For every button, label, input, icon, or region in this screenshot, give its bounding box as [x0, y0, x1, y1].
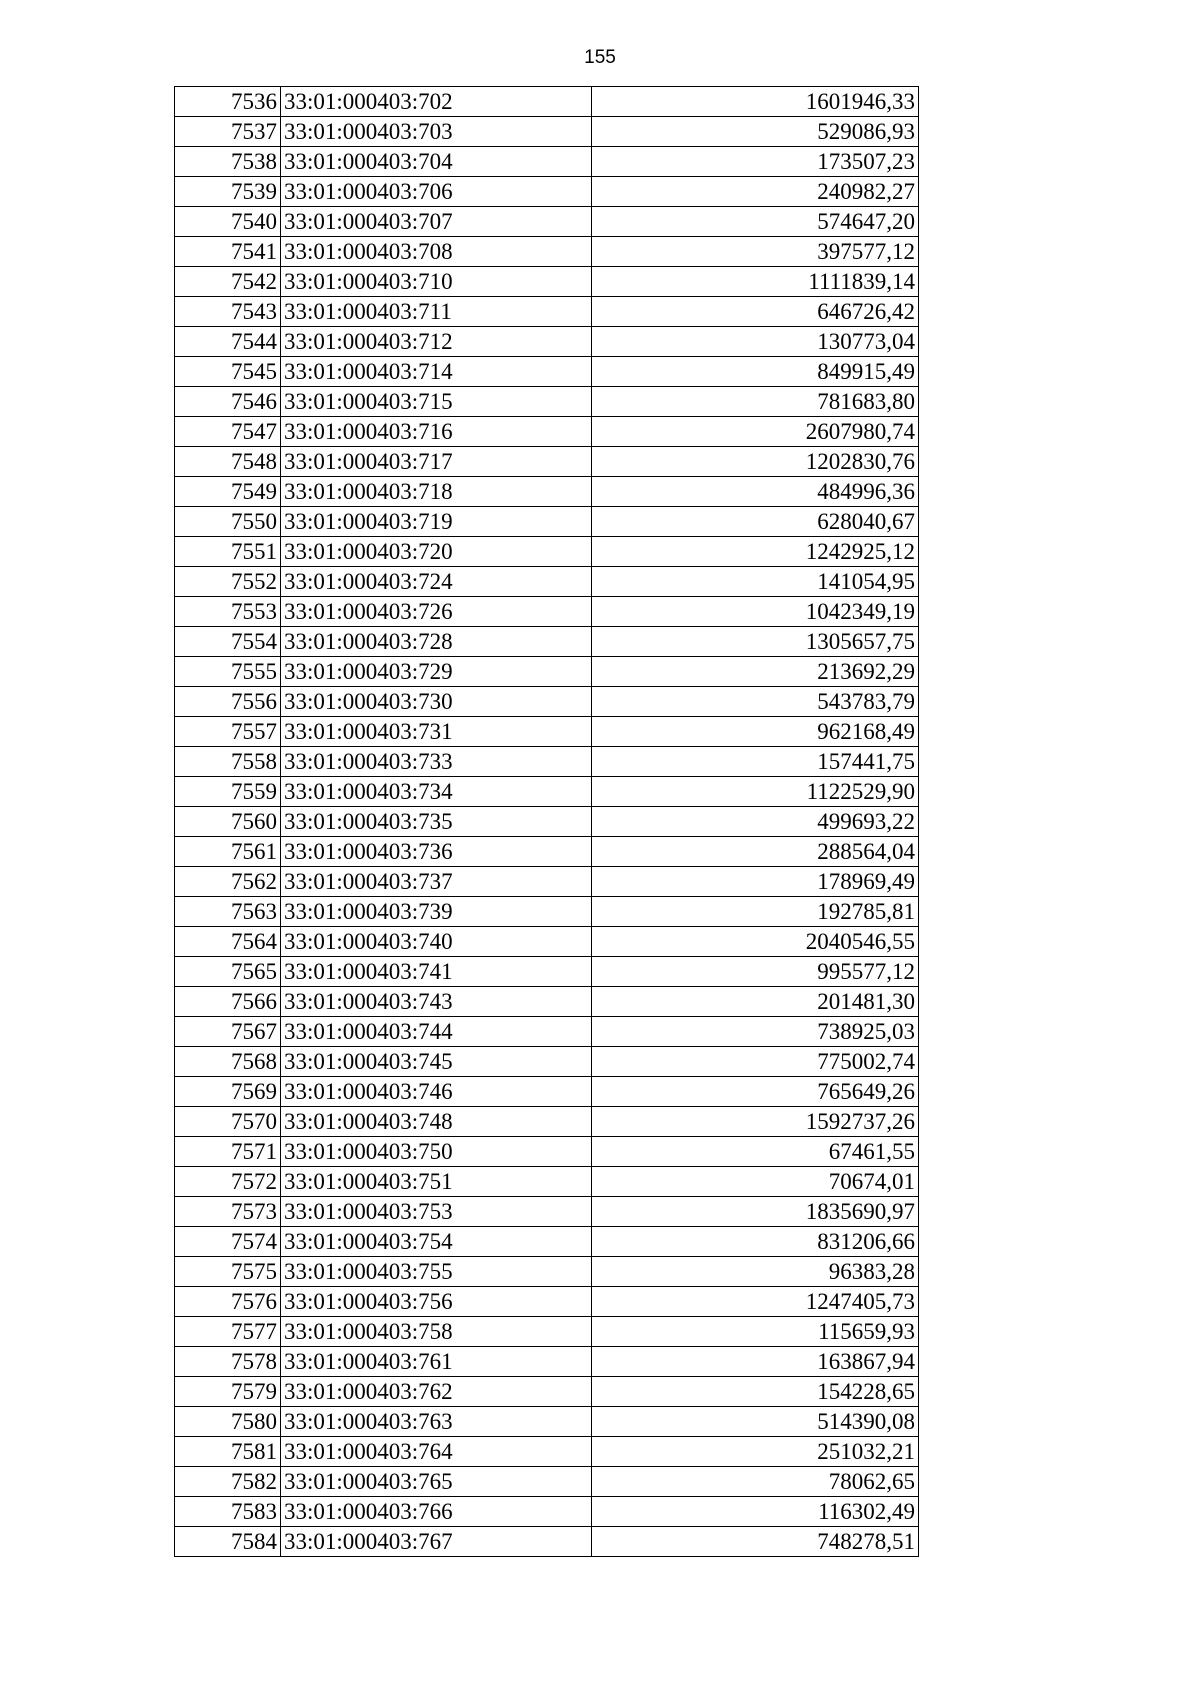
table-row: [175, 417, 919, 447]
cadastral-value-cell: 748278,51: [592, 1527, 919, 1557]
cadastral-number-cell: 33:01:000403:735: [281, 807, 592, 837]
cadastral-number-cell: 33:01:000403:734: [281, 777, 592, 807]
cadastral-value-cell: 2607980,74: [592, 417, 919, 447]
cadastral-value-cell: 1242925,12: [592, 537, 919, 567]
cadastral-number-cell: 33:01:000403:716: [281, 417, 592, 447]
table-row: [175, 1467, 919, 1497]
cadastral-value-cell: 1601946,33: [592, 87, 919, 117]
cadastral-value-cell: 201481,30: [592, 987, 919, 1017]
cadastral-value-cell: 738925,03: [592, 1017, 919, 1047]
cadastral-value-cell: 240982,27: [592, 177, 919, 207]
row-number-cell: 7553: [175, 597, 281, 627]
cadastral-number-cell: 33:01:000403:712: [281, 327, 592, 357]
row-number-cell: 7584: [175, 1527, 281, 1557]
row-number-cell: 7552: [175, 567, 281, 597]
cadastral-number-cell: 33:01:000403:761: [281, 1347, 592, 1377]
cadastral-number-cell: 33:01:000403:753: [281, 1197, 592, 1227]
cadastral-number-cell: 33:01:000403:703: [281, 117, 592, 147]
cadastral-value-cell: 154228,65: [592, 1377, 919, 1407]
row-number-cell: 7572: [175, 1167, 281, 1197]
cadastral-value-cell: 1111839,14: [592, 267, 919, 297]
cadastral-value-cell: 1592737,26: [592, 1107, 919, 1137]
row-number-cell: 7577: [175, 1317, 281, 1347]
row-number-cell: 7542: [175, 267, 281, 297]
cadastral-number-cell: 33:01:000403:763: [281, 1407, 592, 1437]
page-number: 155: [584, 47, 616, 68]
cadastral-number-cell: 33:01:000403:748: [281, 1107, 592, 1137]
table-row: [175, 1047, 919, 1077]
table-row: [175, 897, 919, 927]
row-number-cell: 7564: [175, 927, 281, 957]
cadastral-number-cell: 33:01:000403:704: [281, 147, 592, 177]
row-number-cell: 7565: [175, 957, 281, 987]
table-row: [175, 357, 919, 387]
row-number-cell: 7568: [175, 1047, 281, 1077]
row-number-cell: 7551: [175, 537, 281, 567]
cadastral-value-cell: 115659,93: [592, 1317, 919, 1347]
cadastral-value-cell: 96383,28: [592, 1257, 919, 1287]
table-row: [175, 717, 919, 747]
table-row: [175, 597, 919, 627]
row-number-cell: 7561: [175, 837, 281, 867]
cadastral-value-cell: 192785,81: [592, 897, 919, 927]
row-number-cell: 7574: [175, 1227, 281, 1257]
row-number-cell: 7536: [175, 87, 281, 117]
table-row: [175, 537, 919, 567]
cadastral-number-cell: 33:01:000403:746: [281, 1077, 592, 1107]
table-row: [175, 327, 919, 357]
row-number-cell: 7580: [175, 1407, 281, 1437]
cadastral-number-cell: 33:01:000403:755: [281, 1257, 592, 1287]
cadastral-number-cell: 33:01:000403:750: [281, 1137, 592, 1167]
row-number-cell: 7581: [175, 1437, 281, 1467]
table-row: [175, 1497, 919, 1527]
cadastral-value-cell: 70674,01: [592, 1167, 919, 1197]
cadastral-number-cell: 33:01:000403:737: [281, 867, 592, 897]
row-number-cell: 7560: [175, 807, 281, 837]
cadastral-value-cell: 529086,93: [592, 117, 919, 147]
cadastral-value-cell: 1042349,19: [592, 597, 919, 627]
row-number-cell: 7554: [175, 627, 281, 657]
table-row: [175, 957, 919, 987]
cadastral-number-cell: 33:01:000403:733: [281, 747, 592, 777]
table-row: [175, 1437, 919, 1467]
cadastral-value-cell: 1305657,75: [592, 627, 919, 657]
row-number-cell: 7541: [175, 237, 281, 267]
cadastral-value-table: [174, 86, 919, 1557]
cadastral-number-cell: 33:01:000403:724: [281, 567, 592, 597]
cadastral-number-cell: 33:01:000403:743: [281, 987, 592, 1017]
cadastral-number-cell: 33:01:000403:766: [281, 1497, 592, 1527]
row-number-cell: 7571: [175, 1137, 281, 1167]
table-row: [175, 657, 919, 687]
row-number-cell: 7578: [175, 1347, 281, 1377]
cadastral-number-cell: 33:01:000403:754: [281, 1227, 592, 1257]
table-row: [175, 267, 919, 297]
table-row: [175, 987, 919, 1017]
table-row: [175, 687, 919, 717]
cadastral-number-cell: 33:01:000403:745: [281, 1047, 592, 1077]
table-row: [175, 927, 919, 957]
cadastral-number-cell: 33:01:000403:706: [281, 177, 592, 207]
cadastral-value-cell: 130773,04: [592, 327, 919, 357]
row-number-cell: 7566: [175, 987, 281, 1017]
row-number-cell: 7549: [175, 477, 281, 507]
cadastral-value-cell: 831206,66: [592, 1227, 919, 1257]
row-number-cell: 7538: [175, 147, 281, 177]
table-row: [175, 627, 919, 657]
table-row: [175, 1077, 919, 1107]
cadastral-number-cell: 33:01:000403:736: [281, 837, 592, 867]
row-number-cell: 7548: [175, 447, 281, 477]
table-row: [175, 387, 919, 417]
cadastral-value-cell: 213692,29: [592, 657, 919, 687]
row-number-cell: 7575: [175, 1257, 281, 1287]
table-body: [175, 87, 919, 1557]
cadastral-value-cell: 288564,04: [592, 837, 919, 867]
table-row: [175, 1227, 919, 1257]
cadastral-number-cell: 33:01:000403:751: [281, 1167, 592, 1197]
cadastral-value-cell: 646726,42: [592, 297, 919, 327]
cadastral-number-cell: 33:01:000403:726: [281, 597, 592, 627]
table-row: [175, 1167, 919, 1197]
cadastral-number-cell: 33:01:000403:758: [281, 1317, 592, 1347]
cadastral-number-cell: 33:01:000403:764: [281, 1437, 592, 1467]
table-row: [175, 117, 919, 147]
cadastral-number-cell: 33:01:000403:718: [281, 477, 592, 507]
table-row: [175, 567, 919, 597]
cadastral-number-cell: 33:01:000403:715: [281, 387, 592, 417]
cadastral-number-cell: 33:01:000403:762: [281, 1377, 592, 1407]
table-row: [175, 1287, 919, 1317]
cadastral-value-cell: 116302,49: [592, 1497, 919, 1527]
cadastral-value-cell: 543783,79: [592, 687, 919, 717]
row-number-cell: 7579: [175, 1377, 281, 1407]
cadastral-number-cell: 33:01:000403:720: [281, 537, 592, 567]
table-row: [175, 777, 919, 807]
cadastral-number-cell: 33:01:000403:730: [281, 687, 592, 717]
row-number-cell: 7544: [175, 327, 281, 357]
row-number-cell: 7556: [175, 687, 281, 717]
cadastral-value-cell: 1835690,97: [592, 1197, 919, 1227]
table-row: [175, 87, 919, 117]
table-row: [175, 447, 919, 477]
cadastral-number-cell: 33:01:000403:708: [281, 237, 592, 267]
cadastral-number-cell: 33:01:000403:765: [281, 1467, 592, 1497]
cadastral-value-cell: 78062,65: [592, 1467, 919, 1497]
cadastral-number-cell: 33:01:000403:728: [281, 627, 592, 657]
row-number-cell: 7540: [175, 207, 281, 237]
table-row: [175, 1257, 919, 1287]
table-row: [175, 237, 919, 267]
cadastral-value-cell: 178969,49: [592, 867, 919, 897]
row-number-cell: 7567: [175, 1017, 281, 1047]
cadastral-number-cell: 33:01:000403:717: [281, 447, 592, 477]
cadastral-value-cell: 1247405,73: [592, 1287, 919, 1317]
cadastral-value-cell: 163867,94: [592, 1347, 919, 1377]
row-number-cell: 7558: [175, 747, 281, 777]
table-row: [175, 807, 919, 837]
row-number-cell: 7570: [175, 1107, 281, 1137]
table-row: [175, 1407, 919, 1437]
cadastral-value-cell: 1122529,90: [592, 777, 919, 807]
cadastral-number-cell: 33:01:000403:744: [281, 1017, 592, 1047]
row-number-cell: 7573: [175, 1197, 281, 1227]
cadastral-number-cell: 33:01:000403:711: [281, 297, 592, 327]
row-number-cell: 7563: [175, 897, 281, 927]
cadastral-value-cell: 484996,36: [592, 477, 919, 507]
table-row: [175, 147, 919, 177]
cadastral-value-cell: 628040,67: [592, 507, 919, 537]
table-row: [175, 1107, 919, 1137]
row-number-cell: 7555: [175, 657, 281, 687]
cadastral-number-cell: 33:01:000403:767: [281, 1527, 592, 1557]
cadastral-number-cell: 33:01:000403:741: [281, 957, 592, 987]
cadastral-value-cell: 157441,75: [592, 747, 919, 777]
row-number-cell: 7547: [175, 417, 281, 447]
row-number-cell: 7550: [175, 507, 281, 537]
row-number-cell: 7582: [175, 1467, 281, 1497]
cadastral-number-cell: 33:01:000403:729: [281, 657, 592, 687]
cadastral-value-cell: 775002,74: [592, 1047, 919, 1077]
row-number-cell: 7562: [175, 867, 281, 897]
cadastral-value-cell: 173507,23: [592, 147, 919, 177]
table-row: [175, 1317, 919, 1347]
cadastral-value-cell: 67461,55: [592, 1137, 919, 1167]
row-number-cell: 7569: [175, 1077, 281, 1107]
table-row: [175, 867, 919, 897]
table-row: [175, 477, 919, 507]
cadastral-value-cell: 849915,49: [592, 357, 919, 387]
cadastral-value-cell: 574647,20: [592, 207, 919, 237]
row-number-cell: 7559: [175, 777, 281, 807]
cadastral-value-cell: 141054,95: [592, 567, 919, 597]
cadastral-number-cell: 33:01:000403:710: [281, 267, 592, 297]
row-number-cell: 7557: [175, 717, 281, 747]
cadastral-value-cell: 251032,21: [592, 1437, 919, 1467]
row-number-cell: 7583: [175, 1497, 281, 1527]
table-row: [175, 1137, 919, 1167]
table-row: [175, 177, 919, 207]
row-number-cell: 7537: [175, 117, 281, 147]
cadastral-value-cell: 781683,80: [592, 387, 919, 417]
cadastral-number-cell: 33:01:000403:756: [281, 1287, 592, 1317]
cadastral-value-cell: 514390,08: [592, 1407, 919, 1437]
cadastral-number-cell: 33:01:000403:731: [281, 717, 592, 747]
table-row: [175, 1197, 919, 1227]
cadastral-value-cell: 499693,22: [592, 807, 919, 837]
cadastral-value-cell: 962168,49: [592, 717, 919, 747]
cadastral-value-cell: 2040546,55: [592, 927, 919, 957]
cadastral-number-cell: 33:01:000403:714: [281, 357, 592, 387]
cadastral-number-cell: 33:01:000403:740: [281, 927, 592, 957]
cadastral-value-cell: 1202830,76: [592, 447, 919, 477]
cadastral-value-cell: 765649,26: [592, 1077, 919, 1107]
cadastral-number-cell: 33:01:000403:702: [281, 87, 592, 117]
table-row: [175, 1347, 919, 1377]
row-number-cell: 7545: [175, 357, 281, 387]
row-number-cell: 7576: [175, 1287, 281, 1317]
cadastral-value-cell: 397577,12: [592, 237, 919, 267]
table-row: [175, 747, 919, 777]
cadastral-number-cell: 33:01:000403:719: [281, 507, 592, 537]
row-number-cell: 7546: [175, 387, 281, 417]
table-row: [175, 507, 919, 537]
table-row: [175, 1377, 919, 1407]
cadastral-number-cell: 33:01:000403:707: [281, 207, 592, 237]
table-row: [175, 837, 919, 867]
row-number-cell: 7543: [175, 297, 281, 327]
table-row: [175, 297, 919, 327]
cadastral-number-cell: 33:01:000403:739: [281, 897, 592, 927]
table-row: [175, 1017, 919, 1047]
row-number-cell: 7539: [175, 177, 281, 207]
table-row: [175, 207, 919, 237]
cadastral-value-cell: 995577,12: [592, 957, 919, 987]
table-row: [175, 1527, 919, 1557]
